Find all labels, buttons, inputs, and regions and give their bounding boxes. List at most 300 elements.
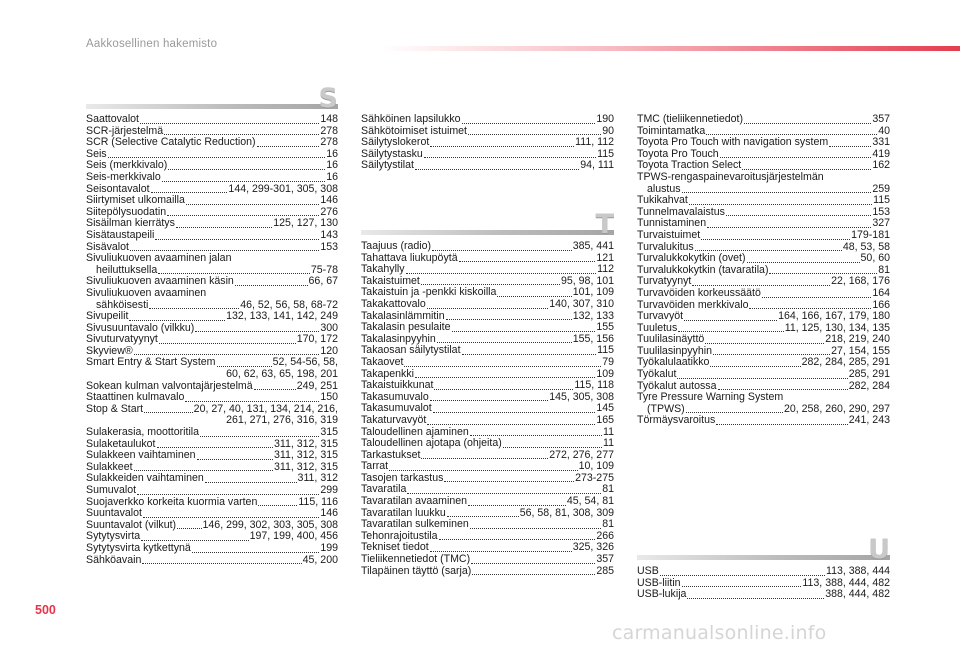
watermark: carmanualsonline.info [612,622,827,644]
dot-leader [155,231,319,240]
index-entry [361,322,614,334]
index-entry-term: USB [637,565,659,577]
index-entry-pages: 419 [872,147,890,160]
index-entry-pages: 115 [597,147,614,160]
section-header-u [637,534,890,564]
dot-leader [130,242,319,251]
index-entry-pages: 113, 388, 444 [825,565,890,577]
index-entry-pages: 145 [596,402,614,415]
index-entry [637,369,890,381]
index-entry-pages: 266 [596,529,614,542]
index-entry-pages: 273-275 [575,471,614,484]
index-entry-pages: 143 [320,228,338,241]
dot-leader [682,578,802,587]
index-entry-term: Staattinen kulmavalo [86,391,185,404]
index-entry-term: Suuntavalot (vilkut) [86,518,177,531]
dot-leader [205,474,297,483]
index-entry-term: Tavaratilan luukku [361,506,446,519]
index-entry-term: Takahylly [361,263,405,276]
index-entry-pages: 66, 67 [308,275,338,288]
index-entry-term: Turvalukitus [637,240,694,253]
index-entry-pages: 22, 168, 176 [831,275,890,288]
index-entry-pages: 197, 199, 400, 456 [249,530,338,543]
index-entry-pages: 95, 98, 101 [560,274,614,287]
dot-leader [459,253,596,262]
index-entry [361,450,614,462]
dot-leader [706,126,877,135]
dot-leader [716,416,847,425]
index-entry-pages: 45, 200 [302,553,338,566]
index-entry [86,311,338,323]
index-entry-pages: 81 [602,483,614,496]
index-entry-pages: 249, 251 [296,379,338,392]
dot-leader [427,300,548,309]
page-number: 500 [35,603,56,617]
dot-leader [678,323,784,332]
index-entry-term: Seis [86,147,107,160]
dot-leader [689,196,872,205]
index-entry-term: Työkalut [637,368,677,381]
dot-leader [439,531,596,540]
dot-leader [129,312,225,321]
index-entry-pages: 16 [326,159,338,172]
dot-leader [446,311,572,320]
index-entry-pages: 79 [602,355,614,368]
index-entry [637,114,890,126]
dot-leader [143,509,319,518]
index-entry-pages: 385, 441 [572,240,614,252]
index-entry-pages: 190 [596,113,614,125]
index-entry-pages: 327 [872,217,890,230]
dot-leader [424,149,596,158]
dot-leader [726,207,871,216]
index-entry-pages: 75-78 [310,263,338,276]
dot-leader [695,242,842,251]
index-entry-pages: 132, 133 [572,309,614,322]
index-entry-pages: 285 [596,564,614,577]
index-entry-pages: 170, 172 [296,333,338,346]
dot-leader [677,370,847,379]
index-entry-term: Turvaistuimet [637,228,701,241]
index-entry-term: TMC (tieliikennetiedot) [637,113,743,125]
index-entry-pages: 52, 54-56, 58, [272,356,338,369]
index-entry-pages: 315 [320,426,338,439]
section-rule [637,555,890,560]
index-entry-pages: 162 [872,159,890,172]
dot-leader [406,265,597,274]
index-column-3-u [637,566,890,601]
dot-leader [257,138,320,147]
index-entry-pages: 278 [320,124,338,137]
index-entry-term: Takalasinpyyhin [361,332,436,345]
index-entry-pages: 166 [872,298,890,311]
index-column-3-t [637,114,890,427]
index-entry [637,288,890,300]
index-entry-pages: 285, 291 [848,368,890,381]
index-entry-pages: 144, 299-301, 305, 308 [228,182,338,195]
dot-leader [447,508,519,517]
index-entry-pages: 111, 112 [575,136,614,149]
dot-leader [421,450,548,459]
dot-leader [503,439,602,448]
index-entry-heading: TPWS-rengaspainevaroitusjärjestelmän [637,170,824,183]
index-entry-pages: 278 [320,136,338,149]
index-entry-pages: 115, 116 [298,495,338,508]
dot-leader [144,404,193,413]
index-entry [361,415,614,427]
index-entry-term: Sokean kulman valvontajärjestelmä [86,379,253,392]
dot-leader [749,300,871,309]
index-entry-pages: 121 [596,251,614,264]
index-entry-heading: Sivuliukuoven avaaminen jalan [86,252,232,265]
dot-leader [141,532,248,541]
index-entry-term: Työkalut autossa [637,379,717,392]
dot-leader [701,231,850,240]
index-entry-pages: 50, 60 [860,252,890,265]
index-entry-term: Tarrat [361,460,389,473]
index-entry-term: Taloudellinen ajaminen [361,425,469,438]
index-entry-term: Tuulilasinpyyhin [637,344,712,357]
dot-leader [168,161,325,170]
index-entry-term: Tuulilasinäyttö [637,333,705,346]
index-entry-term: Skyview® [86,344,133,357]
index-entry-pages: 153 [872,205,890,218]
index-entry-term: Takaturvavyöt [361,413,427,426]
index-entry-pages: 155 [596,321,614,334]
index-entry-term: Tunnistaminen [637,217,707,230]
index-entry-term: Tilapäinen täyttö (sarja) [361,564,472,577]
dot-leader [137,486,319,495]
index-entry-pages: 146 [320,194,338,207]
dot-leader [829,138,871,147]
index-entry-pages: 276 [320,205,338,218]
index-entry-term: Sulaketaulukot [86,437,156,450]
dot-leader [470,427,602,436]
index-entry-term: Turvalukkokytkin (ovet) [637,252,746,265]
index-entry-pages: 146 [320,507,338,520]
dot-leader [421,276,560,285]
index-entry-term: Työkalulaatikko [637,356,710,369]
index-entry-heading: Tyre Pressure Warning System [637,391,784,404]
index-entry [361,554,614,566]
index-entry-term: Tuuletus [637,321,678,334]
dot-leader [470,520,601,529]
index-entry-pages: 311, 312, 315 [273,437,338,450]
index-entry-pages: 115, 118 [574,379,614,392]
index-entry-term: heiluttuksella [96,263,158,276]
index-entry-pages: 101, 109 [572,286,614,299]
index-entry-term: Toyota Traction Select [637,159,742,172]
dot-leader [430,138,574,147]
index-entry-term: Sivuturvatyynyt [86,333,158,346]
dot-leader [407,485,601,494]
dot-leader [432,242,572,251]
index-entry [637,195,890,207]
index-entry-pages: 325, 326 [572,541,614,554]
index-entry-term: Sähköavain [86,553,142,566]
index-entry-heading: Sivuliukuoven avaaminen [86,286,207,299]
index-entry-pages: 81 [602,518,614,531]
index-entry [637,253,890,265]
dot-leader [471,555,595,564]
dot-leader [742,161,871,170]
index-entry-term: Stop & Start [86,402,144,415]
index-entry-pages: 148 [320,113,338,125]
dot-leader [197,451,273,460]
dot-leader [744,115,871,124]
index-entry-pages: 115 [873,194,890,207]
index-entry-term: Turvavöiden korkeussäätö [637,286,761,299]
dot-leader [462,346,597,355]
index-entry-pages: 331 [872,136,890,149]
index-entry-term: Sähköinen lapsilukko [361,113,461,125]
index-entry [361,566,614,578]
dot-leader [134,346,320,355]
index-entry-term: Tukikahvat [637,194,688,207]
index-entry-term: Toyota Pro Touch [637,147,719,160]
dot-leader [389,462,578,471]
dot-leader [468,126,601,135]
dot-leader [718,381,848,390]
dot-leader [186,196,319,205]
index-entry-pages: 27, 154, 155 [831,344,890,357]
index-entry-pages: 165 [596,413,614,426]
dot-leader [134,462,273,471]
index-entry-pages: 11, 125, 130, 134, 135 [784,321,890,334]
dot-leader [185,393,319,402]
index-entry-term: Takaistuin ja -penkki kiskoilla [361,286,497,299]
dot-leader [167,207,319,216]
index-entry-term: Sisäilman kierrätys [86,217,175,230]
index-entry-pages: 218, 219, 240 [825,333,890,346]
index-entry-pages: 388, 444, 482 [825,588,890,601]
index-entry [361,114,614,126]
dot-leader [660,567,825,576]
index-entry-term: Tieliikennetiedot (TMC) [361,553,471,566]
index-entry-pages: 11 [603,437,614,450]
index-entry [637,566,890,578]
index-entry-term: Säilytystasku [361,147,423,160]
dot-leader [235,277,308,286]
section-header-t [361,209,614,239]
index-entry-term: Takakattovalo [361,297,426,310]
index-entry [86,114,338,126]
index-entry-pages: 81 [878,263,890,276]
index-entry [361,241,614,253]
dot-leader [258,497,297,506]
index-entry-term: Sulakkeet [86,460,133,473]
dot-leader [195,323,319,332]
dot-leader [705,335,824,344]
index-entry-term: Säilytystilat [361,159,414,172]
index-entry-term: Suojaverkko korkeita kuormia varten [86,495,258,508]
index-entry-pages: 150 [320,391,338,404]
index-entry-pages: 94, 111 [580,159,614,172]
dot-leader [254,381,296,390]
index-entry-pages: 40 [878,124,890,137]
index-entry-term: Sisävalot [86,240,129,253]
dot-leader [452,323,596,332]
index-entry-term: Turvatyynyt [637,275,692,288]
dot-leader [468,497,566,506]
index-entry-pages: 153 [320,240,338,253]
index-entry-pages: 259 [872,182,890,195]
index-entry-term: Takasumuvalo [361,390,429,403]
index-entry-term: Seis (merkkivalo) [86,159,168,172]
index-entry-term: Tehonrajoitustila [361,529,438,542]
dot-leader [157,439,273,448]
dot-leader [151,184,228,193]
index-entry-pages: 241, 243 [848,414,890,427]
index-entry-pages: 16 [326,170,338,183]
index-entry-term: Tunnelmavalaistus [637,205,725,218]
index-entry-pages: 311, 312 [297,472,338,485]
index-entry-pages: 282, 284, 285, 291 [801,356,890,369]
index-entry-term: sähköisesti [96,298,149,311]
header-accent-bar [380,46,960,51]
index-entry-pages: 20, 27, 40, 131, 134, 214, 216, [193,402,338,415]
dot-leader [149,300,239,309]
index-entry-term: Seisontavalot [86,182,150,195]
dot-leader [692,277,830,286]
index-entry-pages: 115 [597,344,614,357]
index-entry-pages: 48, 53, 58 [842,240,890,253]
dot-leader [192,544,320,553]
index-entry-term: Tekniset tiedot [361,541,429,554]
index-entry-pages: 299 [320,484,338,496]
index-entry [361,438,614,450]
index-column-2-s [361,114,614,172]
section-letter: S [318,83,338,114]
index-entry-pages: 10, 109 [578,460,614,473]
index-entry [86,172,338,184]
index-entry-term: Sivuliukuoven avaaminen käsin [86,275,234,288]
index-entry [637,230,890,242]
section-rule [86,104,338,109]
index-entry-pages: 90 [602,124,614,137]
index-entry-pages: 282, 284 [848,379,890,392]
index-entry-term: Sulakerasia, moottoritila [86,426,200,439]
index-entry-term: Sulakkeen vaihtaminen [86,449,196,462]
index-entry-term: Taloudellinen ajotapa (ohjeita) [361,437,502,450]
index-entry-continuation: 261, 271, 276, 316, 319 [226,414,338,427]
index-entry-term: Takaistuikkunat [361,379,434,392]
index-entry-term: Turvavyöt [637,310,684,323]
index-entry-pages: 311, 312, 315 [273,449,338,462]
index-entry-term: SCR (Selective Catalytic Reduction) [86,136,256,149]
dot-leader [430,392,548,401]
index-entry-pages: 11 [603,425,614,438]
index-entry-term: Takapenkki [361,367,414,380]
index-entry-pages: 357 [596,553,614,566]
index-entry-pages: 272, 276, 277 [549,448,614,461]
index-entry-term: Sisätaustapeili [86,228,155,241]
index-entry-term: Toimintamatka [637,124,706,137]
index-entry-pages: 155, 156 [572,332,614,345]
index-entry-term: Suuntavalot [86,507,142,520]
index-entry [361,160,614,172]
dot-leader [415,369,595,378]
index-entry-term: SCR-järjestelmä [86,124,164,137]
index-entry-term: Turvalukkokytkin (tavaratila) [637,263,769,276]
index-entry-pages: 179-181 [851,228,890,241]
index-entry-term: Sivusuuntavalo (vilkku) [86,321,195,334]
index-entry-pages: 146, 299, 302, 303, 305, 308 [202,518,338,531]
index-entry-term: Siirtymiset ulkomailla [86,194,185,207]
index-entry-term: Takaovet [361,355,404,368]
index-entry-term: Sytytysvirta kytkettynä [86,541,191,554]
index-entry [637,589,890,601]
index-entry [86,230,338,242]
index-entry-pages: 311, 312, 315 [273,460,338,473]
dot-leader [217,358,272,367]
index-entry-term: Takalasin pesulaite [361,321,451,334]
index-entry-term: Toyota Pro Touch with navigation system [637,136,829,149]
index-entry-pages: 199 [320,541,338,554]
index-entry-term: Törmäysvaroitus [637,414,716,427]
index-entry-pages: 140, 307, 310 [549,297,614,310]
index-entry-term: Siitepölysuodatin [86,205,167,218]
index-entry-term: Tahattava liukupöytä [361,251,458,264]
dot-leader [497,288,571,297]
index-entry [361,357,614,369]
index-entry-term: Tarkastukset [361,448,421,461]
dot-leader [762,289,871,298]
dot-leader [404,358,601,367]
index-entry-term: Seis-merkkivalo [86,170,161,183]
index-entry-pages: 109 [596,367,614,380]
index-entry-term: Turvavöiden merkkivalo [637,298,749,311]
index-entry-term: Sähkötoimiset istuimet [361,124,467,137]
dot-leader [444,473,574,482]
index-entry-term: Sulakkeiden vaihtaminen [86,472,204,485]
dot-leader [713,346,830,355]
index-entry-pages: 16 [326,147,338,160]
section-header-s [86,83,338,113]
index-entry-pages: 357 [872,113,890,125]
index-column-2-t [361,241,614,577]
index-entry-term: Saattovalot [86,113,140,125]
index-entry-term: USB-liitin [637,576,681,589]
index-entry [86,137,338,149]
index-entry-term: alustus [647,182,681,195]
index-entry-term: Sytytysvirta [86,530,141,543]
index-entry-term: Säilytyslokerot [361,136,430,149]
index-entry [86,427,338,439]
index-entry-term: Sumuvalot [86,484,137,496]
dot-leader [769,265,877,274]
section-rule [361,230,614,235]
dot-leader [158,265,310,274]
index-entry-pages: 145, 305, 308 [549,390,614,403]
index-entry-term: USB-lukija [637,588,687,601]
dot-leader [437,334,572,343]
dot-leader [434,381,573,390]
dot-leader [140,115,319,124]
dot-leader [720,149,872,158]
index-entry-term: Tasojen tarkastus [361,471,444,484]
section-letter: T [595,209,614,240]
dot-leader [462,115,596,124]
index-column-1 [86,114,338,566]
index-entry-term: Sivupeilit [86,310,129,323]
index-entry-term: Tavaratilan sulkeminen [361,518,469,531]
dot-leader [684,312,777,321]
index-entry-term: Taajuus (radio) [361,240,432,252]
index-entry [86,555,338,567]
index-entry-term: Smart Entry & Start System [86,356,216,369]
index-entry-pages: 164 [872,286,890,299]
